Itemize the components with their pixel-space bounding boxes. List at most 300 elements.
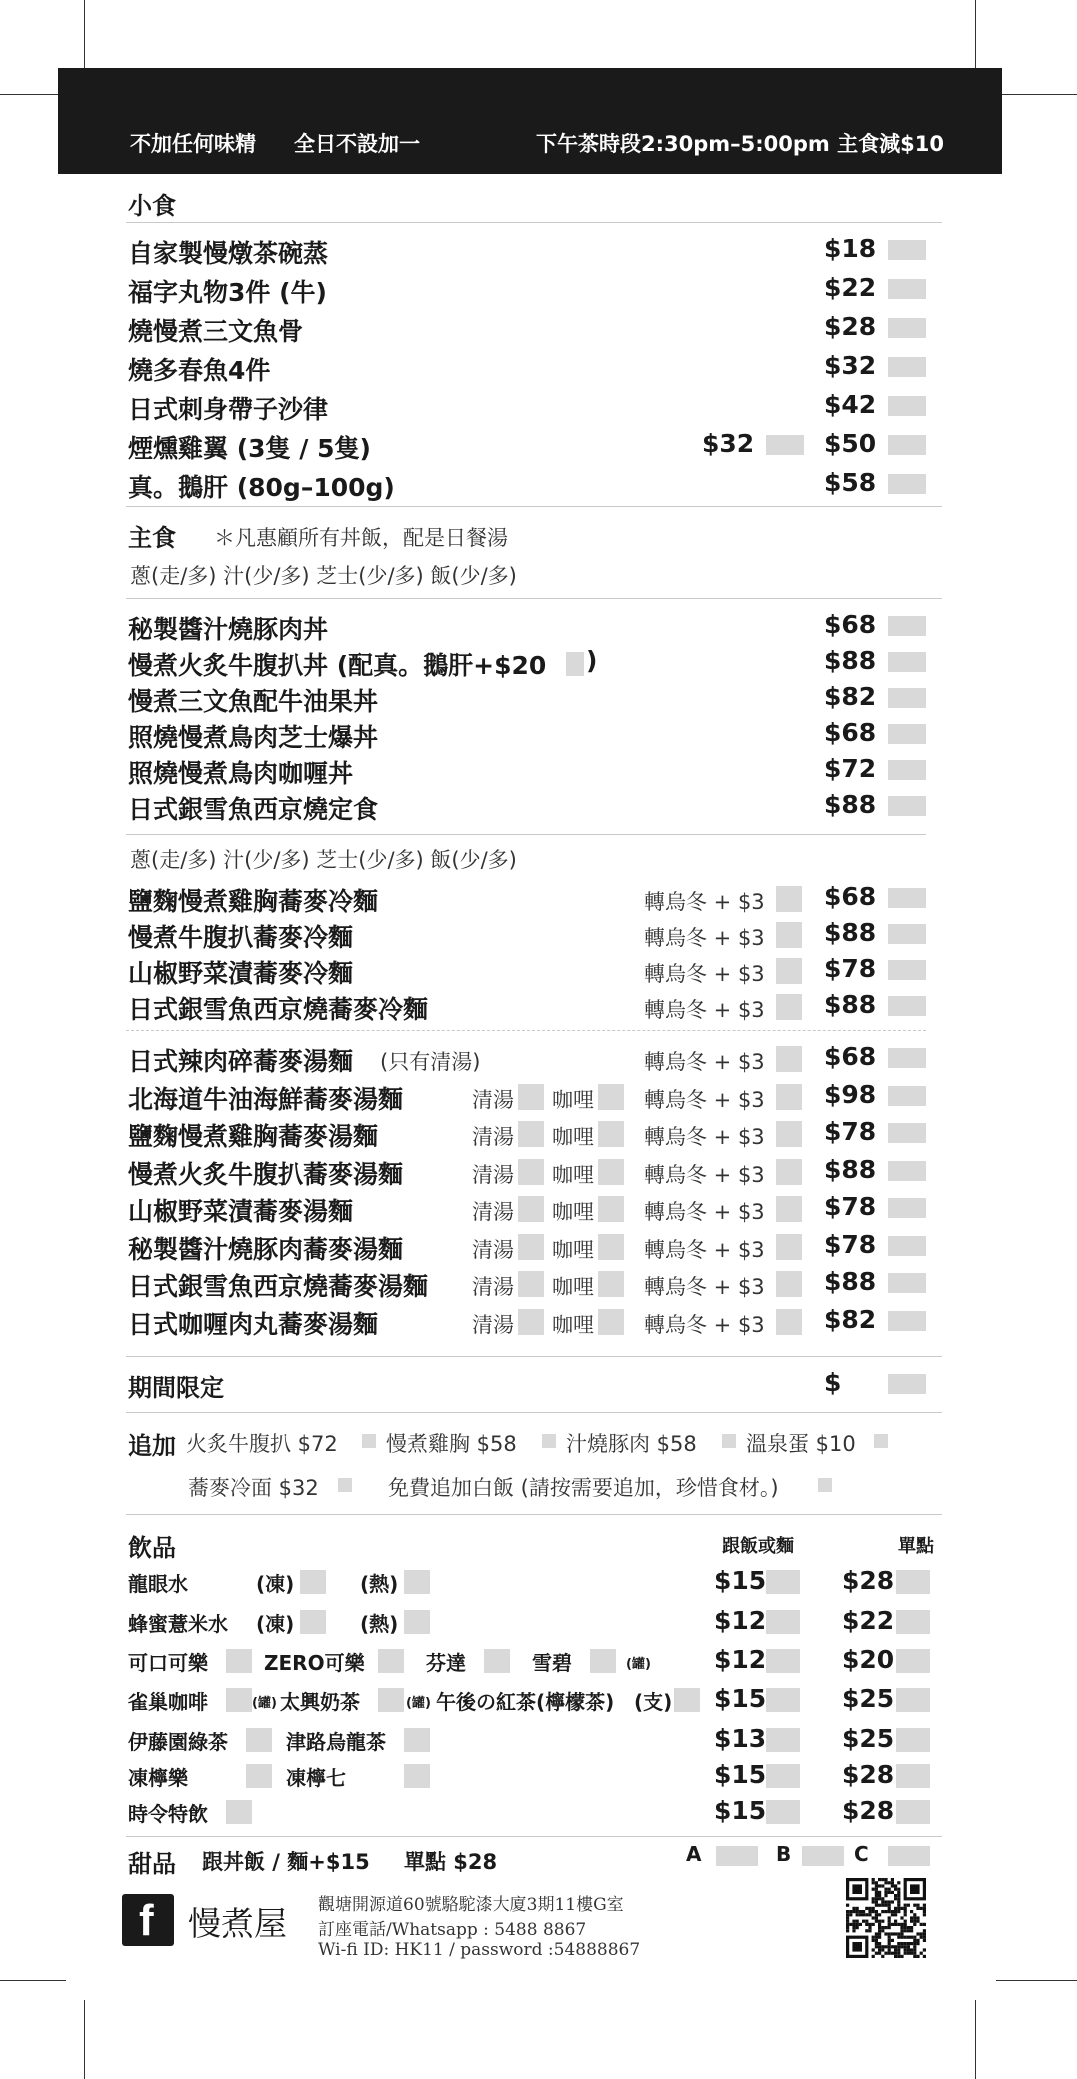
main-item-name: 秘製醬汁燒豚肉丼 (128, 615, 329, 644)
udon-option: 轉烏冬 + $3 (644, 962, 765, 986)
qr-module (920, 1932, 923, 1935)
section-title-mains: 主食 (128, 524, 176, 552)
qr-module (894, 1894, 897, 1897)
drink-single-price: $20 (842, 1645, 895, 1674)
cold-noodle-price: $78 (824, 954, 877, 983)
drink-single-price: $28 (842, 1566, 895, 1595)
qr-module (881, 1948, 884, 1951)
main-item-price: $82 (824, 682, 877, 711)
udon-option: 轉烏冬 + $3 (644, 1125, 765, 1149)
qr-module (894, 1952, 897, 1955)
checkbox[interactable] (766, 1764, 800, 1788)
qr-module (888, 1907, 891, 1910)
qr-module (910, 1926, 913, 1929)
qr-module (891, 1923, 894, 1926)
qr-module (875, 1888, 878, 1891)
qr-module (872, 1900, 875, 1903)
checkbox[interactable] (404, 1764, 430, 1788)
checkbox[interactable] (598, 1121, 624, 1147)
checkbox[interactable] (766, 1570, 800, 1594)
qr-module (923, 1955, 926, 1958)
qr-module (888, 1920, 891, 1923)
qr-module (891, 1952, 894, 1955)
cold-noodle-name: 日式銀雪魚西京燒蕎麥冷麵 (128, 995, 429, 1024)
drink-single-price: $25 (842, 1724, 895, 1753)
qr-module (907, 1929, 910, 1932)
checkbox[interactable] (888, 318, 926, 338)
snack-item-name: 自家製慢燉茶碗蒸 (128, 239, 329, 268)
qr-module (891, 1881, 894, 1884)
qr-module (900, 1936, 903, 1939)
checkbox[interactable] (888, 760, 926, 780)
qr-module (913, 1923, 916, 1926)
qr-module (897, 1910, 900, 1913)
qr-module (910, 1952, 913, 1955)
checkbox[interactable] (888, 1273, 926, 1293)
checkbox[interactable] (518, 1196, 544, 1222)
checkbox[interactable] (874, 1434, 888, 1448)
facebook-icon[interactable] (122, 1894, 174, 1946)
qr-module (875, 1891, 878, 1894)
qr-module (875, 1910, 878, 1913)
qr-module (852, 1926, 855, 1929)
checkbox[interactable] (888, 396, 926, 416)
qr-module (875, 1945, 878, 1948)
can-label: (罐) (626, 1657, 651, 1672)
addon-item: 火炙牛腹扒 $72 (186, 1432, 338, 1456)
qr-module (894, 1884, 897, 1887)
checkbox[interactable] (888, 1236, 926, 1256)
checkbox[interactable] (888, 357, 926, 377)
qr-module (923, 1948, 926, 1951)
qr-module (910, 1936, 913, 1939)
qr-module (875, 1952, 878, 1955)
qr-module (888, 1916, 891, 1919)
checkbox[interactable] (776, 1234, 802, 1260)
qr-module (900, 1929, 903, 1932)
checkbox[interactable] (722, 1434, 736, 1448)
cold-noodle-price: $88 (824, 990, 877, 1019)
qr-module (884, 1888, 887, 1891)
drinks-col-combo: 跟飯或麵 (722, 1536, 794, 1557)
checkbox[interactable] (888, 616, 926, 636)
checkbox[interactable] (776, 958, 802, 984)
checkbox[interactable] (378, 1688, 404, 1712)
main-item-name: 日式銀雪魚西京燒定食 (128, 795, 379, 824)
curry-soup-option: 咖哩 (552, 1200, 594, 1224)
checkbox[interactable] (378, 1649, 404, 1673)
qr-module (878, 1891, 881, 1894)
qr-module (916, 1907, 919, 1910)
drink-combo-price: $15 (714, 1684, 767, 1713)
qr-module (878, 1923, 881, 1926)
checkbox[interactable] (226, 1688, 252, 1712)
checkbox[interactable] (518, 1084, 544, 1110)
qr-module (878, 1942, 881, 1945)
qr-module (888, 1952, 891, 1955)
soup-noodle-name: 日式辣肉碎蕎麥湯麵 (128, 1047, 354, 1076)
qr-module (923, 1913, 926, 1916)
qr-module (878, 1920, 881, 1923)
qr-module (881, 1878, 884, 1881)
checkbox[interactable] (518, 1234, 544, 1260)
qr-module (907, 1926, 910, 1929)
checkbox[interactable] (818, 1478, 832, 1492)
qr-module (907, 1948, 910, 1951)
section-title-drinks: 飲品 (128, 1534, 176, 1562)
addon-item: 免費追加白飯 (請按需要追加，珍惜食材。) (388, 1476, 779, 1500)
checkbox[interactable] (484, 1649, 510, 1673)
checkbox[interactable] (888, 724, 926, 744)
qr-module (916, 1916, 919, 1919)
checkbox[interactable] (300, 1610, 326, 1634)
checkbox[interactable] (896, 1688, 930, 1712)
checkbox[interactable] (598, 1084, 624, 1110)
qr-module (897, 1936, 900, 1939)
qr-module (888, 1891, 891, 1894)
addon-item: 汁燒豚肉 $58 (566, 1432, 697, 1456)
qr-module (862, 1913, 865, 1916)
qr-module (888, 1932, 891, 1935)
header-no-service-charge: 全日不設加一 (294, 132, 420, 156)
qr-module (891, 1900, 894, 1903)
qr-module (916, 1920, 919, 1923)
checkbox[interactable] (566, 652, 584, 676)
qr-module (904, 1920, 907, 1923)
checkbox[interactable] (776, 994, 802, 1020)
snack-item-price: $32 (824, 351, 877, 380)
qr-module (849, 1913, 852, 1916)
qr-module (900, 1926, 903, 1929)
checkbox[interactable] (246, 1728, 272, 1752)
crop-mark (0, 94, 66, 95)
checkbox[interactable] (776, 1046, 802, 1072)
qr-module (865, 1923, 868, 1926)
checkbox[interactable] (776, 1196, 802, 1222)
checkbox[interactable] (300, 1570, 326, 1594)
qr-module (913, 1916, 916, 1919)
phone: 訂座電話/Whatsapp : 5488 8867 (318, 1920, 587, 1940)
checkbox[interactable] (716, 1846, 758, 1866)
qr-module (920, 1936, 923, 1939)
drink-name: 伊藤園綠茶 (128, 1730, 228, 1754)
qr-module (897, 1907, 900, 1910)
soup-noodle-price: $98 (824, 1079, 877, 1109)
drink-single-price: $25 (842, 1684, 895, 1713)
drink-combo-price: $13 (714, 1724, 767, 1753)
checkbox[interactable] (404, 1610, 430, 1634)
qr-module (862, 1920, 865, 1923)
snack-item-name: 日式刺身帶子沙律 (128, 395, 329, 424)
soup-noodle-price: $78 (824, 1117, 877, 1146)
qr-module (888, 1939, 891, 1942)
checkbox[interactable] (896, 1764, 930, 1788)
qr-module (894, 1910, 897, 1913)
qr-module (894, 1888, 897, 1891)
qr-module (846, 1920, 849, 1923)
checkbox[interactable] (674, 1688, 700, 1712)
qr-module (910, 1942, 913, 1945)
qr-module (900, 1945, 903, 1948)
snack-item-name: 燒慢煮三文魚骨 (128, 317, 304, 346)
brand-name: 慢煮屋 (188, 1904, 287, 1943)
qr-module (868, 1926, 871, 1929)
checkbox[interactable] (888, 1198, 926, 1218)
qr-module (894, 1923, 897, 1926)
checkbox[interactable] (888, 435, 926, 455)
checkbox[interactable] (896, 1728, 930, 1752)
qr-module (897, 1932, 900, 1935)
qr-module (897, 1894, 900, 1897)
snack-item-name: 福字丸物3件 (牛) (128, 278, 327, 307)
qr-module (897, 1945, 900, 1948)
dessert-option-b: B (776, 1842, 792, 1866)
qr-module (904, 1907, 907, 1910)
section-title-dessert: 甜品 (128, 1850, 176, 1878)
curry-soup-option: 咖哩 (552, 1162, 594, 1187)
checkbox[interactable] (776, 1271, 802, 1297)
checkbox[interactable] (404, 1728, 430, 1752)
checkbox[interactable] (542, 1434, 556, 1448)
qr-code-icon[interactable] (846, 1878, 926, 1958)
qr-module (897, 1923, 900, 1926)
qr-module (846, 1926, 849, 1929)
divider (126, 834, 926, 835)
checkbox[interactable] (776, 922, 802, 948)
main-item-price: $68 (824, 718, 877, 747)
checkbox[interactable] (246, 1764, 272, 1788)
checkbox[interactable] (404, 1570, 430, 1594)
qr-module (891, 1932, 894, 1935)
qr-module (875, 1920, 878, 1923)
drink-name: 凍檸七 (286, 1766, 346, 1790)
checkbox[interactable] (518, 1121, 544, 1147)
main-item-name: 照燒慢煮鳥肉咖喱丼 (128, 759, 354, 788)
checkbox[interactable] (888, 960, 926, 980)
cold-noodle-name: 鹽麴慢煮雞胸蕎麥冷麵 (128, 887, 379, 916)
checkbox[interactable] (888, 279, 926, 299)
checkbox[interactable] (776, 886, 802, 912)
qr-module (907, 1936, 910, 1939)
crop-mark (975, 0, 976, 72)
drink-name: 午後の紅茶(檸檬茶) (436, 1690, 615, 1714)
qr-module (872, 1948, 875, 1951)
qr-module (884, 1881, 887, 1884)
checkbox[interactable] (888, 652, 926, 672)
soup-noodle-price: $88 (824, 1154, 877, 1184)
qr-module (872, 1878, 875, 1881)
checkbox[interactable] (362, 1434, 376, 1448)
qr-module (897, 1881, 900, 1884)
checkbox[interactable] (888, 474, 926, 494)
qr-module (868, 1910, 871, 1913)
checkbox[interactable] (888, 1846, 930, 1866)
qr-module (881, 1900, 884, 1903)
qr-module (923, 1907, 926, 1910)
header-bar (58, 68, 1002, 174)
qr-module (888, 1945, 891, 1948)
cold-option: (凍) (256, 1572, 295, 1596)
qr-module (894, 1932, 897, 1935)
qr-module (897, 1900, 900, 1903)
divider (126, 1514, 942, 1515)
checkbox[interactable] (590, 1649, 616, 1673)
qr-module (865, 1920, 868, 1923)
checkbox[interactable] (338, 1478, 352, 1492)
qr-module (856, 1926, 859, 1929)
qr-module (900, 1932, 903, 1935)
qr-module (897, 1948, 900, 1951)
qr-module (878, 1929, 881, 1932)
qr-module (872, 1907, 875, 1910)
qr-module (884, 1878, 887, 1881)
checkbox[interactable] (888, 1048, 926, 1068)
checkbox[interactable] (766, 1649, 800, 1673)
drinks-col-single: 單點 (898, 1536, 934, 1557)
divider (126, 1030, 926, 1031)
drink-combo-price: $12 (714, 1606, 767, 1635)
qr-module (872, 1897, 875, 1900)
crop-mark (84, 2000, 85, 2079)
qr-module (910, 1948, 913, 1951)
checkbox[interactable] (888, 888, 926, 908)
qr-module (884, 1952, 887, 1955)
qr-module (910, 1916, 913, 1919)
qr-module (881, 1910, 884, 1913)
qr-module (856, 1923, 859, 1926)
checkbox[interactable] (766, 435, 804, 455)
checkbox[interactable] (896, 1610, 930, 1634)
qr-module (881, 1945, 884, 1948)
checkbox[interactable] (888, 1123, 926, 1143)
clear-soup-option: 清湯 (472, 1275, 514, 1299)
qr-module (891, 1884, 894, 1887)
qr-module (875, 1942, 878, 1945)
qr-module (888, 1904, 891, 1907)
qr-module (872, 1881, 875, 1884)
qr-module (878, 1936, 881, 1939)
qr-module (868, 1929, 871, 1932)
checkbox[interactable] (896, 1570, 930, 1594)
drink-combo-price: $15 (714, 1796, 767, 1825)
checkbox[interactable] (776, 1084, 802, 1110)
qr-module (859, 1923, 862, 1926)
qr-module (891, 1891, 894, 1894)
mains-options: 蔥(走/多) 汁(少/多) 芝士(少/多) 飯(少/多) (130, 564, 517, 588)
qr-module (878, 1945, 881, 1948)
checkbox[interactable] (776, 1159, 802, 1185)
checkbox[interactable] (598, 1234, 624, 1260)
snack-item-price: $50 (824, 429, 877, 458)
qr-module (872, 1910, 875, 1913)
checkbox[interactable] (888, 924, 926, 944)
checkbox[interactable] (888, 240, 926, 260)
checkbox[interactable] (888, 1161, 926, 1181)
checkbox[interactable] (888, 1086, 926, 1106)
qr-module (900, 1916, 903, 1919)
drink-name: 太興奶茶 (280, 1690, 360, 1714)
checkbox[interactable] (518, 1159, 544, 1185)
checkbox[interactable] (896, 1800, 930, 1824)
qr-module (904, 1929, 907, 1932)
snack-item-price-small: $32 (702, 429, 755, 458)
qr-module (884, 1926, 887, 1929)
checkbox[interactable] (598, 1271, 624, 1297)
qr-module (923, 1929, 926, 1932)
qr-module (849, 1910, 852, 1913)
checkbox[interactable] (598, 1309, 624, 1335)
qr-module (907, 1952, 910, 1955)
checkbox[interactable] (518, 1309, 544, 1335)
main-item-name: 慢煮三文魚配牛油果丼 (128, 687, 379, 716)
qr-module (865, 1929, 868, 1932)
divider (126, 506, 942, 507)
checkbox[interactable] (896, 1649, 930, 1673)
checkbox[interactable] (766, 1728, 800, 1752)
qr-module (852, 1923, 855, 1926)
qr-module (897, 1952, 900, 1955)
header-tea-time: 下午茶時段2:30pm–5:00pm 主食減$10 (536, 132, 944, 156)
checkbox[interactable] (226, 1649, 252, 1673)
clear-soup-option: 清湯 (472, 1237, 514, 1262)
limited-price: $ (824, 1368, 842, 1397)
qr-module (891, 1878, 894, 1881)
soup-noodle-name: 日式銀雪魚西京燒蕎麥湯麵 (128, 1272, 429, 1301)
qr-module (913, 1939, 916, 1942)
qr-module (875, 1932, 878, 1935)
checkbox[interactable] (888, 1374, 926, 1394)
checkbox[interactable] (776, 1309, 802, 1335)
drink-single-price: $28 (842, 1796, 895, 1825)
udon-option: 轉烏冬 + $3 (644, 1200, 765, 1224)
checkbox[interactable] (766, 1800, 800, 1824)
checkbox[interactable] (776, 1121, 802, 1147)
qr-module (878, 1878, 881, 1881)
checkbox[interactable] (226, 1800, 252, 1824)
snack-item-price: $18 (824, 234, 877, 263)
udon-option: 轉烏冬 + $3 (644, 1162, 765, 1187)
qr-module (846, 1913, 849, 1916)
qr-module (916, 1939, 919, 1942)
checkbox[interactable] (598, 1196, 624, 1222)
checkbox[interactable] (888, 1311, 926, 1331)
qr-module (900, 1907, 903, 1910)
qr-module (884, 1910, 887, 1913)
qr-module (894, 1907, 897, 1910)
qr-module (904, 1926, 907, 1929)
qr-module (900, 1955, 903, 1958)
main-item-close: ) (586, 646, 598, 675)
qr-module (884, 1945, 887, 1948)
checkbox[interactable] (598, 1159, 624, 1185)
clear-soup-option: 清湯 (472, 1125, 514, 1149)
curry-soup-option: 咖哩 (552, 1312, 594, 1337)
qr-module (846, 1910, 849, 1913)
checkbox[interactable] (766, 1610, 800, 1634)
checkbox[interactable] (802, 1846, 844, 1866)
qr-module (856, 1907, 859, 1910)
checkbox[interactable] (518, 1271, 544, 1297)
qr-module (904, 1942, 907, 1945)
cold-option: (凍) (256, 1612, 295, 1636)
qr-module (920, 1952, 923, 1955)
checkbox[interactable] (888, 796, 926, 816)
qr-module (878, 1894, 881, 1897)
checkbox[interactable] (888, 688, 926, 708)
checkbox[interactable] (888, 996, 926, 1016)
qr-module (904, 1952, 907, 1955)
checkbox[interactable] (766, 1688, 800, 1712)
